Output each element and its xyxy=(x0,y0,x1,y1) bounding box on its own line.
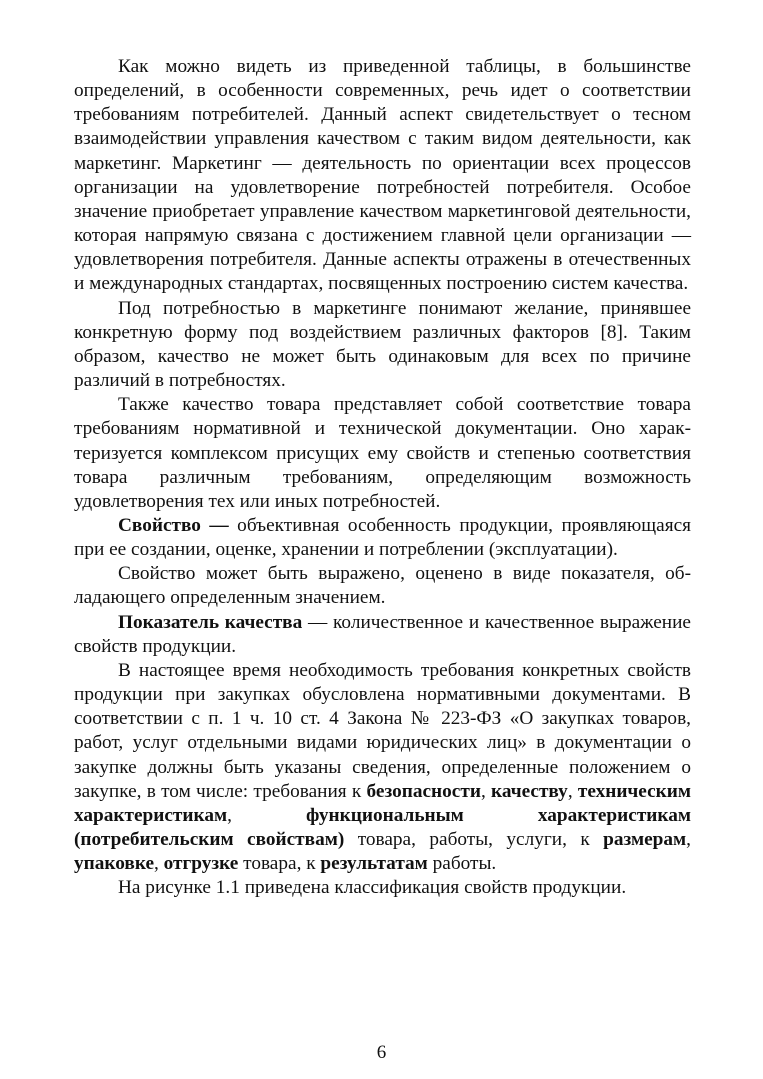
definition-text: объективная особенность продукции, проявляющаяся при ее создании, оценке, хранении и потреблении (эксплуатации). xyxy=(74,514,692,561)
bold-term: отгрузке xyxy=(163,853,239,875)
page-body xyxy=(74,55,691,900)
bold-term: результатам xyxy=(320,853,428,875)
paragraph-law-requirements xyxy=(74,659,691,876)
bold-term: техническим характеристикам xyxy=(74,780,692,826)
bold-term: качеству xyxy=(491,780,568,802)
term-quality-indicator: Показатель качества xyxy=(118,611,303,633)
text-run: В настоящее время необходимость требования конкретных свойств продукции при закупках обусловлена нормативными документами. В соответствии с п. 1 ч. 10 ст. 4 Закона № 223-ФЗ «О закупках товаров, работ, услуг отдельными видами юридических лиц» в документации о закупке должны быть указаны сведения, определенные положением о закупке, в том числе: требования к xyxy=(74,659,691,802)
term-property: Свойство — xyxy=(118,514,229,536)
bold-term: функциональным характеристикам (потребительским свойствам) xyxy=(74,804,691,850)
bold-term: упаковке xyxy=(74,853,155,875)
text-run: , xyxy=(480,780,492,802)
bold-term: размерам xyxy=(603,829,687,850)
text-run: , xyxy=(686,829,691,850)
paragraph: Также качество товара представляет собой соответствие товара требованиям нормативной и технической документации. Оно характеризуется комплексом присущих ему свойств и степенью соответствия товара различным требованиям, определяющим возможность удовлетворения тех или иных потребностей. xyxy=(74,394,691,512)
definition-property xyxy=(74,514,691,562)
definition-quality-indicator xyxy=(74,611,691,659)
text-run: , xyxy=(567,780,578,802)
paragraph: Как можно видеть из приведенной таблицы, в большинстве определений, в особенности современных, речь идет о соответствии требованиям потребителей. Данный аспект свидетельствует о тесном взаимодействии управления качеством с таким видом деятельности, как маркетинг. Маркетинг — деятельность по ориентации всех процессов организации на удовлетворение потребностей потребителя. Особое значение приобретает управление качеством маркетинговой деятельности, которая напрямую связана с достижением главной цели организации — удовлетворения потребителя. Данные аспекты отражены в отечественных и международных стандартах, посвященных построению систем качества. xyxy=(74,56,691,295)
text-run: , xyxy=(227,804,306,826)
bold-term: безопасности xyxy=(366,780,481,802)
text-run: товара, к xyxy=(238,853,321,875)
page-number: 6 xyxy=(376,1042,387,1063)
paragraph: Свойство может быть выражено, оценено в виде показателя, обладающего определенным значением. xyxy=(74,563,691,609)
text-run: товара, работы, услуги, к xyxy=(344,829,604,850)
paragraph: Под потребностью в маркетинге понимают желание, принявшее конкретную форму под воздействием различных факторов [8]. Таким образом, качество не может быть одинаковым для всех по причине различий в потребностях. xyxy=(74,297,691,392)
text-run: , xyxy=(154,853,164,875)
text-run: работы. xyxy=(427,853,497,875)
definition-text: — количественное и качественное выражение свойств продукции. xyxy=(74,611,691,657)
paragraph: На рисунке 1.1 приведена классификация свойств продукции. xyxy=(118,877,627,899)
